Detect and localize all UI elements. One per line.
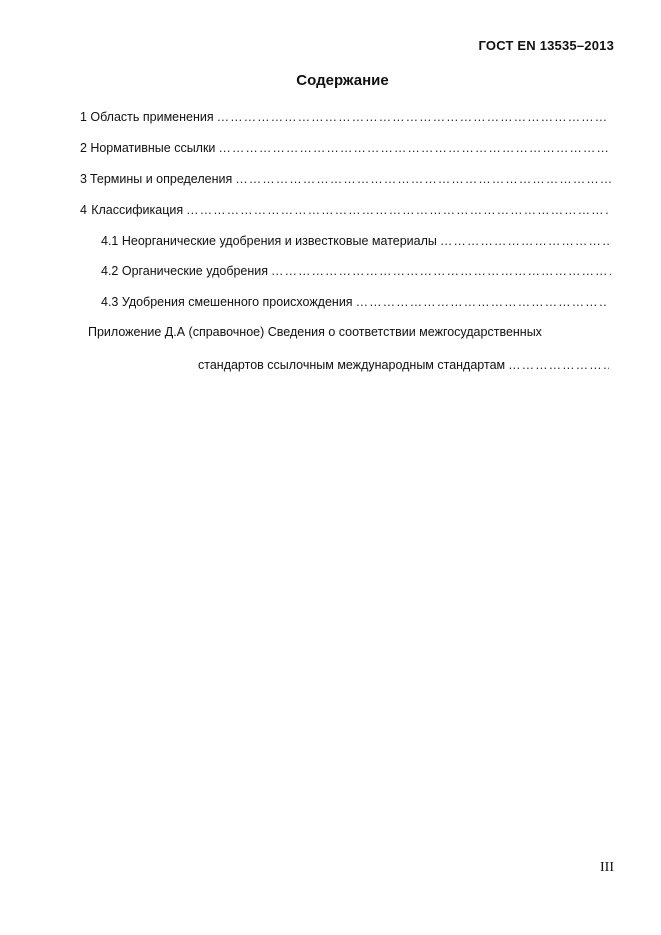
toc-entry-label: 4.3 Удобрения смешенного происхождения [101,295,353,309]
toc-leader-dots [217,108,608,126]
toc-entry-label: 4.2 Органические удобрения [101,264,269,278]
toc-entry-number: 1 [80,110,87,124]
toc-appendix-title-continued: стандартов ссылочным международным стандартам [198,358,506,372]
toc-appendix-title: Приложение Д.А (справочное) Сведения о соответствии межгосударственных [88,325,542,339]
toc-subentry[interactable] [101,262,611,280]
toc-title: Содержание [296,72,389,89]
toc-entry[interactable] [80,139,609,157]
toc-entry-number: 4 [80,203,87,217]
toc-leader-dots [508,356,609,374]
toc-entry-label: Область применения [90,110,214,124]
toc-leader-dots [235,170,611,188]
toc-entry-number: 2 [80,141,87,155]
toc-subentry[interactable] [101,293,607,311]
toc-entry-label: 4.1 Неорганические удобрения и известковые материалы [101,234,437,248]
toc-entry[interactable] [80,108,608,126]
toc-entry-label: Термины и определения [89,172,233,186]
document-code: ГОСТ EN 13535–2013 [478,38,614,53]
toc-leader-dots [271,262,611,280]
toc-entry[interactable] [80,201,610,219]
toc-entry-label: Нормативные ссылки [90,141,216,155]
page-number: III [600,860,614,875]
toc-subentry[interactable] [101,232,609,250]
toc-leader-dots [440,232,609,250]
toc-entry-label: Классификация [91,203,184,217]
toc-leader-dots [218,139,609,157]
toc-appendix-line1[interactable] [88,323,608,341]
toc-appendix-line2[interactable] [198,356,609,374]
toc-leader-dots [186,201,610,219]
toc-entry-number: 3 [80,172,87,186]
toc-leader-dots [356,293,607,311]
toc-entry[interactable] [80,170,611,188]
